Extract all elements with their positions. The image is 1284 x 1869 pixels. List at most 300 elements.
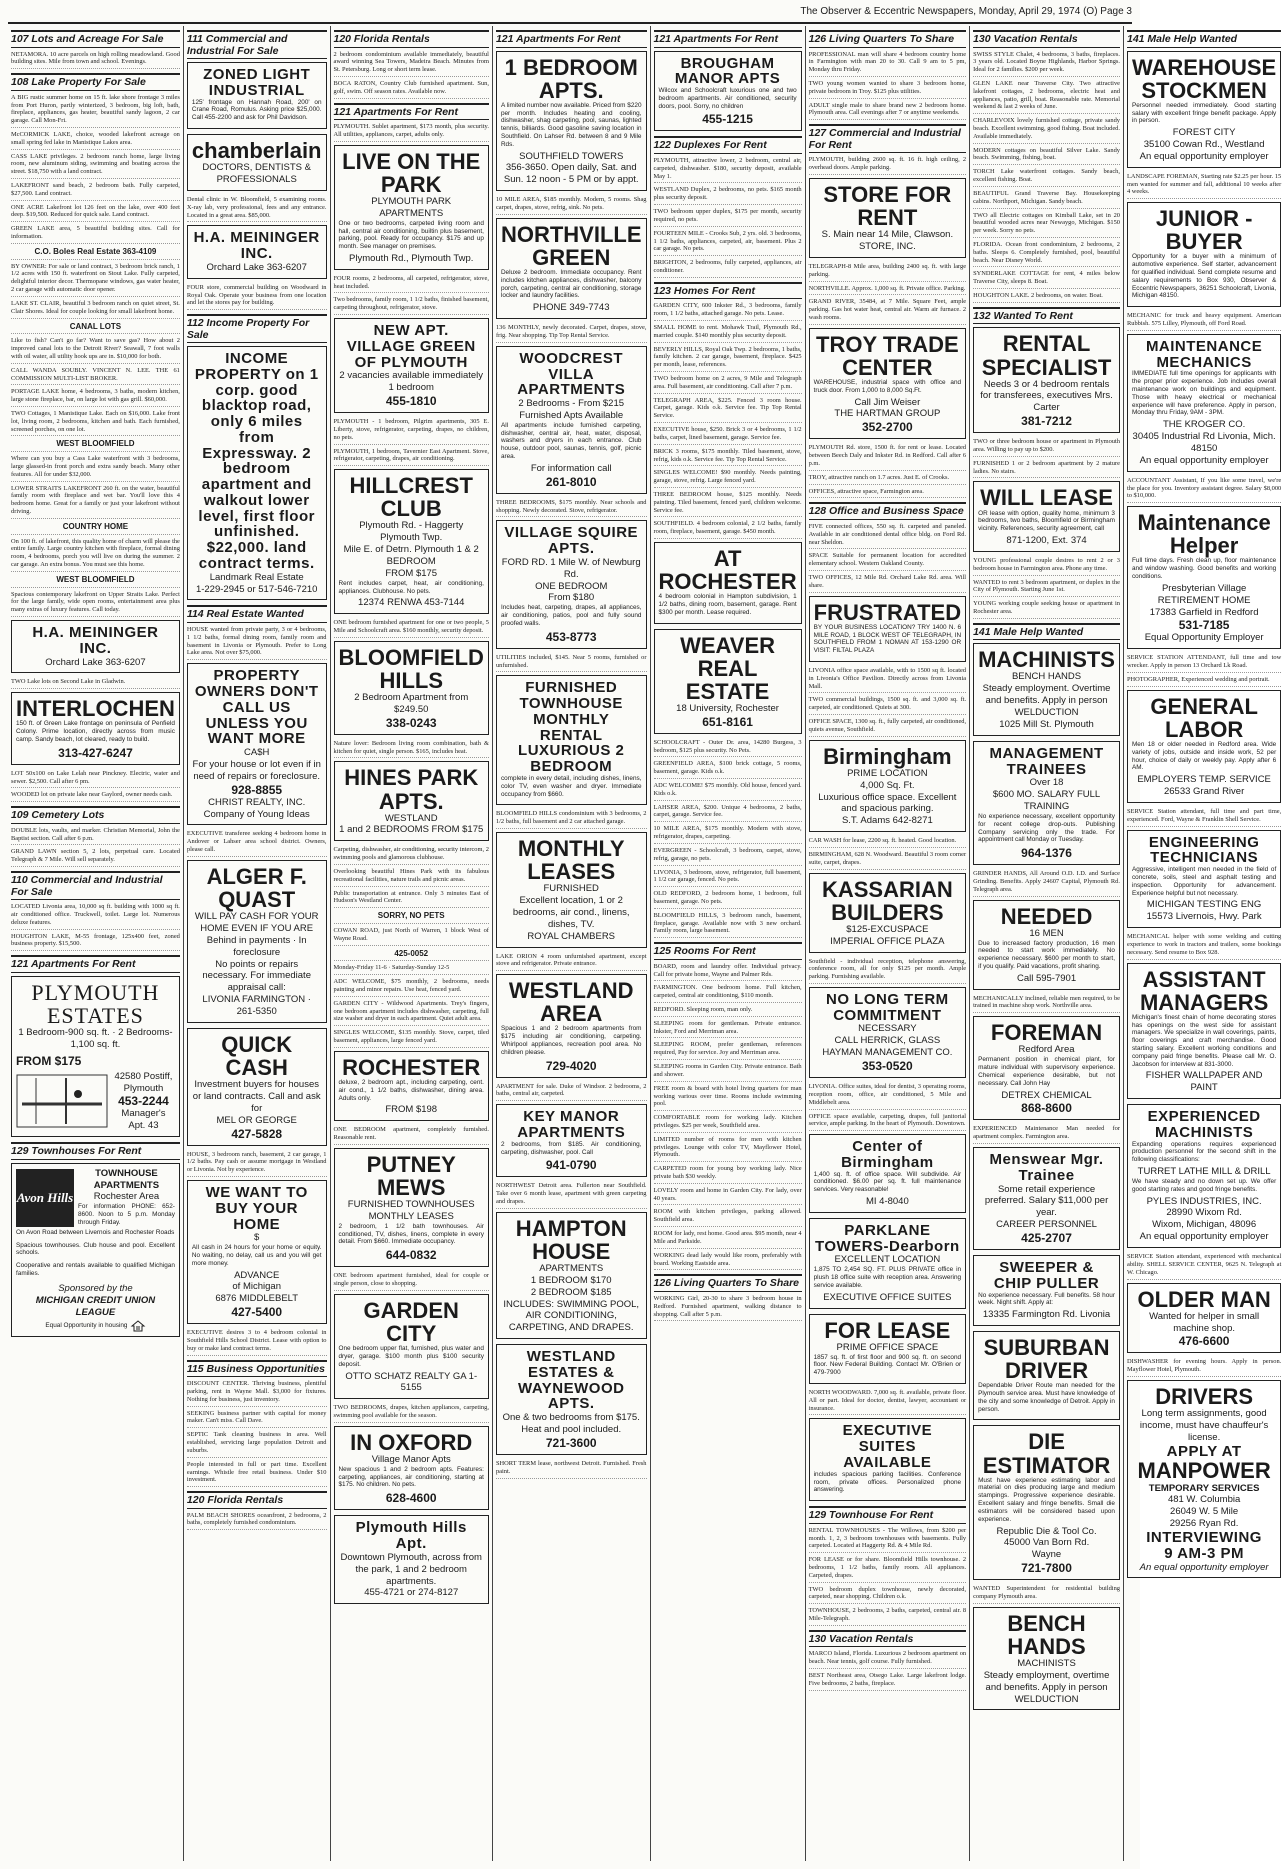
manpower-hours: 9 AM-3 PM (1164, 1544, 1244, 1562)
display-ad-line: WELDUCTION (1014, 707, 1079, 719)
boxed-display-ad (11, 692, 180, 765)
classified-ad: McCORMICK LAKE, choice, wooded lakefront acreage on small spring fed lake in Manistique Lakes area. (11, 131, 180, 150)
column-1 (8, 26, 184, 1861)
classified-ad-heading: CANAL LOTS (11, 322, 180, 335)
display-ad-line: 1,400 sq. ft. of office space. Will subdivide. Air conditioned. $6.00 per sq. ft. full maintenance services. Very reasonable! (813, 1170, 962, 1194)
display-ad-line: Deluxe 2 bedroom. Immediate occupancy. Rent includes kitchen appliances, dishwasher, balcony porch, carpeting, central air conditioning, storage locker and laundry facilities. (500, 269, 642, 300)
classified-ad: Where can you buy a Cass Lake waterfront with 3 bedrooms, large glassed-in front porch and extra sandy beach. Many other features. All for under $32,000. (11, 455, 180, 481)
display-ad-line: deluxe, 2 bedroom apt., including carpeting, cent. air cond., 1 1/2 baths, dishwasher, dining area. Adults only. (338, 1078, 484, 1102)
classified-ad: LAKEFRONT sand beach, 2 bedroom bath. Fully carpeted, $27,500. Land contract. (11, 182, 180, 201)
avon-hills-coop: Cooperative and rentals available to qualified Michigan families. (16, 1262, 175, 1277)
display-ad-line: Mile E. of Detrn. Plymouth 1 & 2 BEDROOM (343, 544, 479, 567)
classified-ad: On 100 ft. of lakefront, this quality home of charm will please the entire family. Large country kitchen with fireplace, formal dining room, 4 bedrooms, porch you will live on during the summer. 2 car garage. An extra bonus. You must see this home. (11, 538, 180, 572)
display-ad-line: Downtown Plymouth, across from the park, 1 and 2 bedroom apartments. (340, 1551, 482, 1587)
display-ad-line: Wixom, Michigan, 48096 (1152, 1219, 1257, 1231)
classified-ad: LOWER STRAITS LAKEFRONT 260 ft. on the water, beautiful family room with fireplace and wet bar. You'll love this 4 bedroom home. Great for a family or just your lakefront without driving. (11, 485, 180, 519)
classified-ad: PHOTOGRAPHER, Experienced wedding and portrait. (1127, 676, 1281, 687)
display-ad-line: 150 ft. of Green Lake frontage on peninsula of Penfield Colony. Prime location, directly across from music camp. Sandy beach, lot cleared, ready to build. (16, 720, 175, 743)
display-ad-headline: QUICK CASH (221, 1031, 293, 1080)
classified-ad: SCHOOLCRAFT - Outer Dr. area, 14280 Burgess, 3 bedroom, $125 plus security. No Pets. (654, 739, 802, 758)
display-ad-line: MI 4-8040 (865, 1196, 909, 1208)
classified-ad: COWAN ROAD, just North of Warren, 1 block West of Wayne Road. (334, 927, 489, 946)
classified-ad: CAR WASH for lease, 2200 sq. ft. heated. Good location. (809, 837, 966, 848)
display-ad-line: Opportunity for a buyer with a minimum of automotive experience. Self starter, advancement for qualified individual. Send complete resume and salary requirements to Box 930, Observer & Eccentric Newspapers, 36251 Schoolcraft, Livonia, Michigan 48150. (1131, 253, 1277, 300)
display-ad-phone: 353-0520 (862, 1059, 913, 1074)
display-ad-line: We have steady and no down set up. We offer good starting rates and good fringe benefits. (1131, 1177, 1277, 1193)
display-ad-line: 1 and 2 BEDROOMS FROM $175 (339, 824, 484, 836)
classified-ad: DOUBLE lots, vaults, and marker. Christian Memorial, John the Baptist section. Call after 6 p.m. (11, 827, 180, 846)
display-ad-line: Presbyterian Village (1161, 582, 1247, 594)
plymouth-estates-manager: Manager's Apt. 43 (121, 1108, 166, 1132)
boxed-display-ad (496, 520, 647, 648)
display-ad-phone: 453-8773 (545, 629, 597, 644)
display-ad-headline: WEAVER REAL ESTATE (680, 632, 776, 704)
display-ad-headline: KASSARIAN BUILDERS (821, 876, 953, 925)
classified-ad: GREENFIELD AREA, $100 brick cottage, 5 rooms, basement, garage. Kids o.k. (654, 760, 802, 779)
display-ad-headline: SWEEPER & CHIP PULLER (993, 1259, 1100, 1292)
classified-ad-heading: SORRY, NO PETS (334, 911, 489, 924)
classified-ad: DISHWASHER for evening hours. Apply in person. Mayflower Hotel, Plymouth. (1127, 1358, 1281, 1377)
display-ad-line: PRIME OFFICE SPACE (836, 1341, 939, 1353)
display-ad-line: Wanted for helper in small machine shop. (1149, 1310, 1260, 1334)
classified-ad: CARPETED room for young boy working lady. Nice private bath $30 weekly. (654, 1165, 802, 1184)
avon-hills-features: Spacious townhouses. Club house and pool. Excellent schools. (16, 1241, 175, 1257)
display-ad-line: Plymouth Rd., Plymouth Twp. (349, 252, 474, 264)
classified-ad: WORKING dead lady would like room, preferably with board. Working Eastside area. (654, 1252, 802, 1271)
classified-ad: APARTMENT for sale. Duke of Windsor. 2 bedrooms, 2 baths, central air, carpeted. (496, 1083, 647, 1102)
avon-hills-title: TOWNHOUSE APARTMENTS (93, 1167, 160, 1191)
classified-ad: PLYMOUTH, building 2600 sq. ft. 16 ft. high ceiling, 2 overhead doors. Ample parking. (809, 156, 966, 175)
boxed-display-ad (334, 469, 489, 614)
classified-ad: LANDSCAPE FOREMAN, Starting rate $2.25 per hour. 15 men wanted for summer and fall, additional 10 weeks after 4 weeks. (1127, 173, 1281, 199)
display-ad-line: One bedroom upper flat, furnished, plus water and dryer, garage. $100 month plus $100 security deposit. (338, 1345, 484, 1368)
classified-ad: TWO Cottages, 1 Manistique Lake. Each on $16,000. Lake front lot, living room, 2 bedrooms, kitchen and bath. Each furnished, screened porches, on one lot. (11, 410, 180, 436)
classified-ad: OFFICE SPACE, 1300 sq. ft., fully carpeted, air conditioned, quiets avenue, Southfield. (809, 718, 966, 737)
display-ad-line: INCLUDES: SWIMMING POOL, AIR CONDITIONING, CARPETING, AND DRAPES. (503, 1298, 640, 1334)
display-ad-line: MICHIGAN TESTING ENG (1146, 899, 1262, 911)
classified-ad: YOUNG professional couple desires to rent 2 or 3 bedroom house in Farmington area. Phone any time. (973, 557, 1120, 576)
section-header: 141 Male Help Wanted (973, 623, 1120, 641)
display-ad-headline: BROUGHAM MANOR APTS (674, 54, 781, 88)
classified-ad: ONE bedroom apartment furnished, ideal for couple or single person, close to shopping. (334, 1272, 489, 1291)
display-ad-line: EXECUTIVE OFFICE SUITES (823, 1291, 952, 1303)
plymouth-estates-title: PLYMOUTH ESTATES (31, 979, 160, 1028)
classified-ad: ACCOUNTANT Assistant, If you like some travel, we're the place for you. Inventory assistant degree. Salary $8,000 to $10,000. (1127, 477, 1281, 503)
display-ad-line: All cash in 24 hours for your home or equity. No waiting, no delay, call us and you will get more money. (191, 1244, 322, 1267)
manpower-address-1: 481 W. Columbia (1167, 1494, 1241, 1506)
classified-ad: GREEN LAKE area, 5 beautiful building sites. Call for information. (11, 225, 180, 244)
boxed-display-ad (809, 596, 966, 662)
classified-ad: NORTH WOODWARD. 7,000 sq. ft. available, private floor. All or part. Ideal for doctor, dentist, lawyer, accountant or insurance. (809, 1389, 966, 1415)
boxed-display-ad (973, 643, 1120, 735)
column-2 (184, 26, 331, 1861)
classified-ad: RENTAL TOWNHOUSES - The Willows, from $200 per month. 1, 2, 3 bedroom townhouses with basements. Fully carpeted. Located at Haggerty Rd. & 4 Mile Rd. (809, 1527, 966, 1553)
display-ad-headline: MACHINISTS (978, 647, 1115, 673)
classified-ad: TWO BEDROOMS, drapes, kitchen appliances, carpeting, swimming pool available for the season. (334, 1404, 489, 1423)
display-ad-line: 6876 MIDDLEBELT (215, 1293, 299, 1305)
display-ad-line: Needs 3 or 4 bedroom rentals for transferees, executives Mrs. Carter (980, 378, 1113, 414)
display-ad-headline: TROY TRADE CENTER (816, 331, 959, 380)
classified-ad: ROOM with kitchen privileges, parking allowed. Southfield area. (654, 1208, 802, 1227)
display-ad-line: Men 18 or older needed in Redford area. Wide variety of jobs, outside and inside work, 52 per hour, choice of daily or weekly pay. Apply after 6 AM. (1131, 740, 1277, 772)
display-ad-headline: NEEDED (1000, 903, 1093, 929)
display-ad-headline: PARKLANE TOWERS-Dearborn (814, 1221, 960, 1255)
classified-ad: Overlooking beautiful Hines Park with its fabulous recreational facilities, nature trails and picnic areas. (334, 868, 489, 887)
display-ad-line: OTTO SCHATZ REALTY GA 1-5155 (345, 1370, 478, 1394)
manpower-interviewing: INTERVIEWING (1146, 1529, 1262, 1547)
display-ad-line: RETIREMENT HOME (1157, 594, 1251, 606)
display-ad-line: BY YOUR BUSINESS LOCATION? TRY 1400 N. 6 MILE ROAD, 1 BLOCK WEST OF TELEGRAPH, IN SOUTHFIELD FROM 1 NOMAN AT 153-1290 OR VISIT: FILTAL PLAZA (813, 623, 962, 655)
display-ad-line: $ (254, 1232, 260, 1244)
section-header: 114 Real Estate Wanted (187, 605, 327, 623)
classified-ad: SINGLES WELCOME! $90 monthly. Needs painting, garage, stove, refrig. Large fenced yard. (654, 469, 802, 488)
classified-ad: FIVE connected offices, 550 sq. ft. carpeted and paneled. Available in air conditioned dental office bldg. on Ford Rd. near Sheldon. (809, 523, 966, 549)
display-ad-line: DETREX CHEMICAL (1001, 1089, 1092, 1101)
classified-ad: LIMITED number of rooms for men with kitchen privileges. Lounge with color TV, Mayflower Hotel, Plymouth. (654, 1136, 802, 1162)
display-ad-line: 125' frontage on Hannah Road, 200' on Crane Road, Romulus. Asking price $25,000. Call 455-2200 and ask for Phil Davidson. (191, 98, 322, 122)
display-ad-line: 2 bedrooms, from $185. Air conditioning, carpeting, dishwasher, pool. Call (500, 1140, 642, 1156)
classified-ad: LOT 50x100 on Lake Lelah near Pinckney. Electric, water and sewer. $2,500. Call after 6 pm. (11, 770, 180, 789)
display-ad-line: Must have experience estimating labor and material on dies producing large and medium stampings. Progressive experience desirable. Excellent salary and fringe benefits. Small die estimators will be considered based upon experience. (978, 1476, 1115, 1523)
display-ad-line: CAREER PERSONNEL (996, 1219, 1097, 1231)
classified-ad: EXPERIENCED Maintenance Man needed for apartment complex. Farmington area. (973, 1125, 1120, 1144)
display-ad-headline: chamberlain (191, 138, 322, 164)
column-7-content (973, 30, 1120, 1710)
display-ad-headline: PROPERTY OWNERS DON'T CALL US UNLESS YOU WANT MORE (194, 667, 319, 748)
display-ad-headline: INTERLOCHEN (16, 696, 175, 722)
classified-ad: SLEEPING room for gentleman. Private entrance. Inkster, Ford and Merriman area. (654, 1020, 802, 1039)
classified-ad: FOR LEASE or for share. Bloomfield Hills townhouse. 2 bedrooms, 1 1/2 baths, family room. All appliances. Carpeted, drapes. (809, 1556, 966, 1582)
display-ad-headline: DIE ESTIMATOR (982, 1429, 1111, 1478)
boxed-display-ad (334, 1294, 489, 1399)
section-header: 129 Townhouse For Rent (809, 1506, 966, 1524)
display-ad-line: 16 MEN (1029, 927, 1064, 939)
display-ad-line: TURRET LATHE MILL & DRILL (1137, 1166, 1271, 1178)
boxed-display-ad (11, 620, 180, 673)
display-ad-headline: INCOME PROPERTY on 1 corp. good blacktop road, only 6 miles from Expressway. 2 bedroom apartment and walkout lower level, first floor unfinished. $22,000. land contract terms. (194, 350, 319, 572)
boxed-display-ad (973, 327, 1120, 433)
boxed-display-ad (334, 1426, 489, 1510)
section-header: 130 Vacation Rentals (973, 30, 1120, 48)
display-ad-headline: FURNISHED TOWNHOUSE MONTHLY RENTAL LUXURIOUS 2 BEDROOM (518, 679, 625, 776)
boxed-display-ad (334, 1051, 489, 1121)
display-ad-line: LIVONIA FARMINGTON · 261-5350 (202, 994, 311, 1018)
display-ad-headline: ASSISTANT MANAGERS (1139, 966, 1269, 1015)
display-ad-line: $600 MO. SALARY FULL TRAINING (992, 789, 1101, 813)
display-ad-line: Orchard Lake 363-6207 (45, 656, 146, 668)
classified-ad: BOARD, room and laundry offer. Individual privacy. Call for private home, Wayne and Palmer Rds. (654, 963, 802, 982)
classified-ad: TELEGRAPH-8 Mile area, building 2400 sq. ft. with large parking. (809, 263, 966, 282)
boxed-display-ad (334, 318, 489, 413)
credit-union-league: MICHIGAN CREDIT UNION LEAGUE (35, 1294, 156, 1318)
display-ad-line: STORE, INC. (858, 241, 916, 253)
display-ad-line: 455-4721 or 274-8127 (364, 1587, 459, 1599)
classified-ad: COMFORTABLE room for working lady. Kitchen privileges. $25 per week, Southfield area. (654, 1114, 802, 1133)
display-ad-line: FURNISHED TOWNHOUSES MONTHLY LEASES (347, 1199, 475, 1222)
display-ad-headline: NEW APT. VILLAGE GREEN OF PLYMOUTH (346, 322, 476, 371)
display-ad-line: 1 BEDROOM $170 (530, 1274, 612, 1286)
display-ad-headline: MAINTENANCE MECHANICS (1145, 337, 1263, 371)
display-ad-line: MEL OR GEORGE (216, 1114, 297, 1126)
column-3 (331, 26, 493, 1861)
display-ad-line: Call 595-7901 (1016, 972, 1077, 984)
section-header: 132 Wanted To Rent (973, 307, 1120, 325)
classified-ad: LOVELY room and home in Garden City. For lady, over 40 years. (654, 1187, 802, 1206)
boxed-display-ad (496, 346, 647, 494)
section-header: 112 Income Property For Sale (187, 314, 327, 343)
display-ad-line: 1 bedroom (388, 382, 434, 394)
display-ad-line: MACHINISTS (1017, 1657, 1076, 1669)
display-ad-phone: 427-5400 (231, 1305, 283, 1320)
display-ad-line: CHRIST REALTY, INC. Company of Young Ideas (203, 796, 310, 820)
classified-ad: LIVONIA office space available, with to 1500 sq ft. located in Livonia's Office Pavilion. Directly across from Livonia Mall. (809, 667, 966, 693)
display-ad-line: Steady employment, overtime and benefits. Apply in person (983, 1669, 1110, 1693)
classified-ad: THREE BEDROOM house, $125 monthly. Needs painting. Tiled basement, fenced yard, children welcome. Service fee. (654, 491, 802, 517)
section-header: 115 Business Opportunities (187, 1360, 327, 1378)
column-5-content (654, 30, 802, 1321)
display-ad-headline: GARDEN CITY (363, 1297, 459, 1346)
display-ad-headline: OLDER MAN (1137, 1286, 1271, 1312)
classified-ad: PORTAGE LAKE home, 4 bedrooms, 3 baths, modern kitchen, large stone fireplace, bar, on large lot with gas grill. $60,000. (11, 388, 180, 407)
display-ad-line: ONE BEDROOM (535, 580, 608, 592)
classified-ad: Two bedrooms, family room, 1 1/2 baths, finished basement, carpeting throughout, refrigerator, stove. (334, 296, 489, 315)
display-ad-line: Equal Opportunity Employer (1144, 632, 1264, 644)
display-ad-line: WILL PAY CASH FOR YOUR HOME EVEN IF YOU ARE (194, 911, 319, 934)
classified-ad: FLORIDA. Ocean front condominium, 2 bedrooms, 2 baths. Sleeps 6. Completely furnished, pool, beautiful beach. Near Disney World. (973, 241, 1120, 267)
classified-ad: WANTED Superintendent for residential building company Plymouth area. (973, 1585, 1120, 1604)
boxed-display-ad (809, 1418, 966, 1501)
boxed-display-ad (334, 1148, 489, 1267)
boxed-display-ad (809, 1218, 966, 1309)
section-header: 121 Apartments For Rent (496, 30, 647, 48)
classified-ad: EXECUTIVE house, $250. Brick 3 or 4 bedrooms, 1 1/2 baths, carpet, lined basement, garage. Service fee. (654, 426, 802, 445)
avon-hills-area: Rochester Area (93, 1191, 160, 1203)
manpower-apply: APPLY AT (1166, 1442, 1242, 1460)
boxed-display-ad (809, 1314, 966, 1384)
classified-ad: PLYMOUTH - 1 bedroom, Pilgrim apartments, 305 E. Liberty, stove, refrigerator, carpeting, drapes, no children, no pets. (334, 418, 489, 444)
display-ad-line: 1857 sq. ft. of first floor and 900 sq. ft. on second floor. New Federal Building. Contact Mr. O'Brien or 479-7900 (813, 1353, 962, 1377)
boxed-display-ad (496, 675, 647, 805)
display-ad-line: DOCTORS, DENTISTS & PROFESSIONALS (202, 162, 311, 185)
classified-ad: MECHANICAL helper with some welding and cutting experience to work in tractors and trailers, some bookings necessary. Send resume to Box 928. (1127, 933, 1281, 959)
classified-ad: WANTED to rent 3 bedroom apartment, or duplex in the City of Plymouth. Starting June 1st. (973, 579, 1120, 598)
boxed-display-ad (654, 542, 802, 624)
display-ad-line: Investment buyers for houses or land contracts. Call and ask for (192, 1079, 321, 1114)
display-ad-line: 871-1200, Ext. 374 (1006, 535, 1087, 546)
classified-ad: TWO Lake lots on Second Lake in Gladwin. (11, 678, 180, 689)
classified-ad: SHORT TERM lease, northwest Detroit. Furnished. Fresh paint. (496, 1460, 647, 1479)
classified-ad: TROY, attractive ranch on 1.7 acres. Just E. of Crooks. (809, 474, 966, 485)
display-ad-headline: KEY MANOR APARTMENTS (517, 1108, 626, 1141)
display-ad-headline: EXECUTIVE SUITES AVAILABLE (842, 1422, 933, 1471)
classified-ad: MARCO Island, Florida. Luxurious 2 bedroom apartment on beach. Near tennis, golf course. Fully furnished. (809, 1650, 966, 1669)
classified-ad: NETAMORA. 10 acre parcels on high rolling meadowland. Good building sites. Mile from town and school. Evenings. (11, 51, 180, 70)
classified-ad: NORTHWEST Detroit area. Fullerton near Southfield. Take over 6 month lease, apartment with green carpeting and drapes. (496, 1182, 647, 1208)
display-ad-line: An equal opportunity employer (1139, 150, 1269, 162)
classified-ad: MECHANICALLY inclined, reliable men required, to be trained in machine shop work. Northville area. (973, 995, 1120, 1014)
display-ad-headline: 1 BEDROOM APTS. (504, 54, 638, 103)
display-ad-line: Some retail experience preferred. Salary $11,000 per year. (984, 1183, 1109, 1219)
display-ad-headline: WAREHOUSE STOCKMEN (1131, 54, 1277, 103)
display-ad-line: FROM $175 (385, 567, 438, 579)
section-header: 141 Male Help Wanted (1127, 30, 1281, 48)
boxed-display-ad (496, 832, 647, 948)
classified-ad: GRAND RIVER, 35484, at 7 Mile. Square Feet, ample parking. Gas hot water heat, central air. Warm air furnace. 2 wash rooms. (809, 298, 966, 324)
display-ad-line: Behind in payments · In foreclosure (206, 934, 307, 958)
classified-ad: DISCOUNT CENTER. Thriving business, plentiful parking, rent in Wayne Mall. $3,000 for fixtures. Nothing for business, just inventory. (187, 1380, 327, 1406)
display-ad-headline: Menswear Mgr. Trainee (989, 1151, 1104, 1184)
display-ad-phone: 455-1215 (702, 112, 753, 127)
display-ad-headline: NO LONG TERM COMMITMENT (826, 990, 949, 1024)
boxed-display-ad (496, 974, 647, 1077)
equal-housing-note: Equal Opportunity in housing (45, 1321, 128, 1329)
display-ad-line: WELDUCTION (1014, 1693, 1079, 1705)
display-ad-line: WAREHOUSE, industrial space with office and truck door. From 1,000 to 8,000 Sq.Ft. (813, 378, 962, 394)
column-3-content (334, 30, 489, 1604)
display-ad-line: 4 bedroom colonial in Hampton subdivision, 1 1/2 baths, dining room, basement, garage. Rent $300 per month. Lease required. (658, 593, 797, 616)
display-ad-headline: SUBURBAN DRIVER (983, 1335, 1110, 1384)
display-ad-line: S.T. Adams 642-8271 (841, 815, 933, 827)
display-ad-headline: WESTLAND AREA (508, 978, 634, 1027)
display-ad-headline: MONTHLY LEASES (517, 835, 625, 885)
display-ad-phone: 427-5828 (231, 1126, 283, 1141)
classified-ad: BRICK 3 rooms, $175 monthly. Tiled basement, stove, refrig, kids o.k. Service fee. Tip Top Rental Service. (654, 448, 802, 467)
display-ad-phone: 425-2707 (1021, 1231, 1072, 1246)
section-header-townhouses: 129 Townhouses For Rent (11, 1142, 180, 1160)
display-ad-line: FROM $198 (385, 1104, 438, 1116)
display-ad-phone: 261-8010 (545, 474, 597, 489)
display-ad-headline: HILLCREST CLUB (349, 473, 473, 522)
classified-ad: Like to fish? Can't go far? Want to save gas? How about 2 improved canal lots to the Detroit River? Seawall, 7 foot walls with oil water, all utility hook ups are in. $10,000 for both. (11, 337, 180, 363)
display-ad-headline: WOODCREST VILLA APARTMENTS (517, 349, 626, 399)
classified-ad: BOCA RATON, Country Club furnished apartment. Sun, golf, swim. Off season rates. Available now. (334, 80, 489, 99)
display-ad-line: 35100 Cowan Rd., Westland (1143, 139, 1265, 151)
classified-ad: People interested in full or part time. Excellent earnings. Whistle free retail business. Under $10 investment. (187, 1461, 327, 1487)
classified-ad: LAKE ST. CLAIR, beautiful 3 bedroom ranch on quiet street, St. Clair Shores. Ideal for couple looking for small lakefront home. (11, 300, 180, 319)
equal-housing-icon (131, 1320, 145, 1332)
display-ad-line: NECESSARY (858, 1023, 917, 1035)
boxed-display-ad (809, 873, 966, 953)
display-ad-phone: 381-7212 (1021, 414, 1072, 429)
display-ad-line: Expanding operations requires experienced production personnel for the second shift in the following classifications: (1131, 1140, 1277, 1164)
classified-ad: Spacious contemporary lakefront on Upper Straits Lake. Perfect for the large family, wide open rooms, entertainment area plus many extras of luxury features. Call today. (11, 591, 180, 617)
classified-ad: GRAND LAWN section 5, 2 lots, perpetual care. Located Telegraph & 7 Mile. Will sell separately. (11, 848, 180, 867)
display-ad-headline: IN OXFORD (350, 1429, 473, 1455)
display-ad-headline: MANAGEMENT TRAINEES (989, 744, 1104, 778)
section-header: 130 Vacation Rentals (809, 1630, 966, 1648)
boxed-display-ad (496, 1104, 647, 1177)
classified-ad: WESTLAND Duplex, 2 bedrooms, no pets. $165 month plus security deposit. (654, 186, 802, 205)
classified-ad: OLD REDFORD, 2 bedroom home, 1 bedroom, full basement, garage. No pets. (654, 890, 802, 909)
display-ad-headline: HAMPTON HOUSE (515, 1215, 627, 1264)
display-ad-phone: 352-2700 (862, 420, 913, 435)
boxed-display-ad (973, 1607, 1120, 1711)
classified-ad: GARDEN CITY, 600 Inkster Rd., 3 bedrooms, family room, 1 1/2 baths, attached garage. No pets. Lease. (654, 302, 802, 321)
classified-ad: UTILITIES included, $145. Near 5 rooms, furnished or unfurnished. (496, 654, 647, 673)
display-ad-headline: Plymouth Hills Apt. (355, 1519, 467, 1553)
classified-ad: ADULT single male to share brand new 2 bedroom home. Plymouth area. Call evenings after 7 or anytime weekends. (809, 102, 966, 121)
section-header: 126 Living Quarters To Share (654, 1274, 802, 1292)
classified-ad: A BIG rustic summer home on 15 ft. lake shore frontage 3 miles from Port Huron, partly winterized, 3 bedroom, big loft, bath, fireplace, appliances, gas heater, beautiful sandy lagoon, 2 car garage. Call Mon-Fri. (11, 94, 180, 128)
boxed-display-ad (973, 1016, 1120, 1120)
classified-ad: THREE BEDROOMS, $175 monthly. Near schools and shopping. Newly decorated. Stove, refrigerator. (496, 499, 647, 518)
display-ad-headline: GENERAL LABOR (1150, 693, 1258, 742)
display-ad-line: For your house or lot even if in need of repairs or foreclosure. (192, 758, 321, 782)
display-ad-phone: 964-1376 (1021, 846, 1072, 861)
classified-ad: SYNDERLAKE COTTAGE for rent, 4 miles below Traverse City, sleeps 8. Boat. (973, 270, 1120, 289)
boxed-display-ad (1127, 830, 1281, 929)
display-ad-phone: 455-1810 (385, 394, 437, 409)
classified-ad: SOUTHFIELD. 4 bedroom colonial, 2 1/2 baths, family room, fireplace, basement, garage. $450 month. (654, 520, 802, 539)
section-header: 110 Commercial and Industrial For Sale (11, 871, 180, 900)
display-ad-line: FURNISHED (543, 883, 599, 895)
classified-ad: FARMINGTON. One bedroom home. Full kitchen, carpeted, central air conditioning, $110 month. (654, 984, 802, 1003)
classified-ad: PALM BEACH SHORES oceanfront, 2 bedrooms, 2 baths, completely furnished condominium. (187, 1512, 327, 1531)
section-header: 123 Homes For Rent (654, 282, 802, 300)
section-header: 109 Cemetery Lots (11, 806, 180, 824)
display-ad-line: includes spacious parking facilities. Conference room, private offices. Personalized phone answering. (813, 1470, 962, 1494)
column-4 (493, 26, 651, 1861)
boxed-display-ad (496, 218, 647, 319)
display-ad-headline: ENGINEERING TECHNICIANS (1148, 833, 1260, 867)
avon-hills-directions: On Avon Road between Livernois and Rochester Roads (16, 1228, 175, 1236)
column-6-content (809, 30, 966, 1691)
section-header: 125 Rooms For Rent (654, 942, 802, 960)
classified-ad: SMALL HOME to rent. Mohawk Trail, Plymouth Rd., married couple. $140 monthly plus security deposit. (654, 324, 802, 343)
display-ad-headline: FOREMAN (990, 1020, 1103, 1046)
display-ad-line: Plymouth Rd. - Haggerty Plymouth Twp. (359, 520, 464, 544)
classified-ad: LIVONIA. Office suites, ideal for dentist, 3 operating rooms, reception room, office, air conditioned, 5 Mile and Middlebelt area. (809, 1083, 966, 1109)
classified-ad: TWO bedroom upper duplex, $175 per month, security required, no pets. (654, 208, 802, 227)
classified-ad: FURNISHED 1 or 2 bedroom apartment by 2 mature ladies. No stairs. (973, 460, 1120, 479)
classified-ad: BRIGHTON, 2 bedrooms, fully carpeted, appliances, air conditioner. (654, 259, 802, 278)
classified-ad-heading: C.O. Boles Real Estate 363-4109 (11, 247, 180, 260)
manpower-address-2: 26049 W. 5 Mile (1170, 1506, 1239, 1518)
display-ad-line: Rent includes carpet, heat, air conditioning, appliances. Clubhouse. No pets. (338, 579, 484, 595)
display-ad-line: $125-EXCUSPACE (846, 923, 929, 935)
display-ad-headline: BENCH HANDS (1007, 1610, 1086, 1659)
classified-ad: Nature lover: Bedroom living room combination, bath & kitchen for quiet, single person. $165, includes heat. (334, 740, 489, 759)
avon-hills-info: For information PHONE: 652-8600. Noon to 5 p.m. Monday through Friday. (78, 1203, 175, 1226)
display-ad-line: Over 18 (1029, 777, 1064, 789)
display-ad-headline: H.A. MEININGER INC. (193, 229, 320, 263)
display-ad-line: THE KROGER CO. (1162, 419, 1246, 431)
classified-ad: BEVERLY HILLS, Royal Oak Twp. 2 bedrooms, 1 baths, family kitchen. 2 car garage, basement, fireplace. $425 per month, lease, references. (654, 346, 802, 372)
classified-ad-heading: WEST BLOOMFIELD (11, 575, 180, 588)
classified-ad: FOUR store, commercial building on Woodward in Royal Oak. Operate your business from one location and let the stores pay for building. (187, 284, 327, 310)
display-ad-headline: ALGER F. QUAST (206, 863, 307, 912)
display-ad-line: OR lease with option, quality home, minimum 3 bedrooms, two baths, Bloomfield or Birmingham vicinity. References, security agreement, call (978, 509, 1115, 533)
boxed-display-ad (187, 346, 327, 600)
display-ad-line: One & two bedrooms from $175. Heat and pool included. (502, 1412, 640, 1436)
column-1-content (11, 30, 180, 973)
display-ad-phone: 721-7800 (1021, 1561, 1072, 1576)
display-ad-line: Steady employment. Overtime and benefits. Apply in person (982, 683, 1111, 707)
display-ad-line: Spacious 1 and 2 bedroom apartments from $175 including air conditioning, carpeting. Whirlpool appliances, recreation pool area. No children please. (500, 1025, 642, 1056)
manpower-subtitle: TEMPORARY SERVICES (1148, 1482, 1260, 1494)
display-ad-line: An equal opportunity employer (1139, 1231, 1269, 1243)
classified-ad: TORCH Lake waterfront cottages. Sandy beach, excellent fishing. Boat. (973, 168, 1120, 187)
classified-ad: GARDEN CITY - Wildwood Apartments. Trey's fingers, one bedroom apartment includes dishwasher, carpeting, full size washer and dryer in each apartment. Quiet adult area. (334, 1000, 489, 1026)
display-ad-headline: PUTNEY MEWS (366, 1151, 456, 1200)
section-header: 120 Florida Rentals (187, 1491, 327, 1509)
display-ad-line: 2 bedroom, 1 1/2 bath townhouses. Air conditioned, TV, dishes, linens, complete in every detail. From $660. Immediate occupancy. (338, 1222, 484, 1246)
display-ad-line: From $180 (548, 592, 595, 604)
section-header: 107 Lots and Acreage For Sale (11, 30, 180, 48)
boxed-display-ad (187, 225, 327, 278)
classified-ad: SPACE Suitable for permanent location for accredited elementary school. Western Oakland County. (809, 552, 966, 571)
display-ad-headline: ZONED LIGHT INDUSTRIAL (203, 66, 311, 99)
